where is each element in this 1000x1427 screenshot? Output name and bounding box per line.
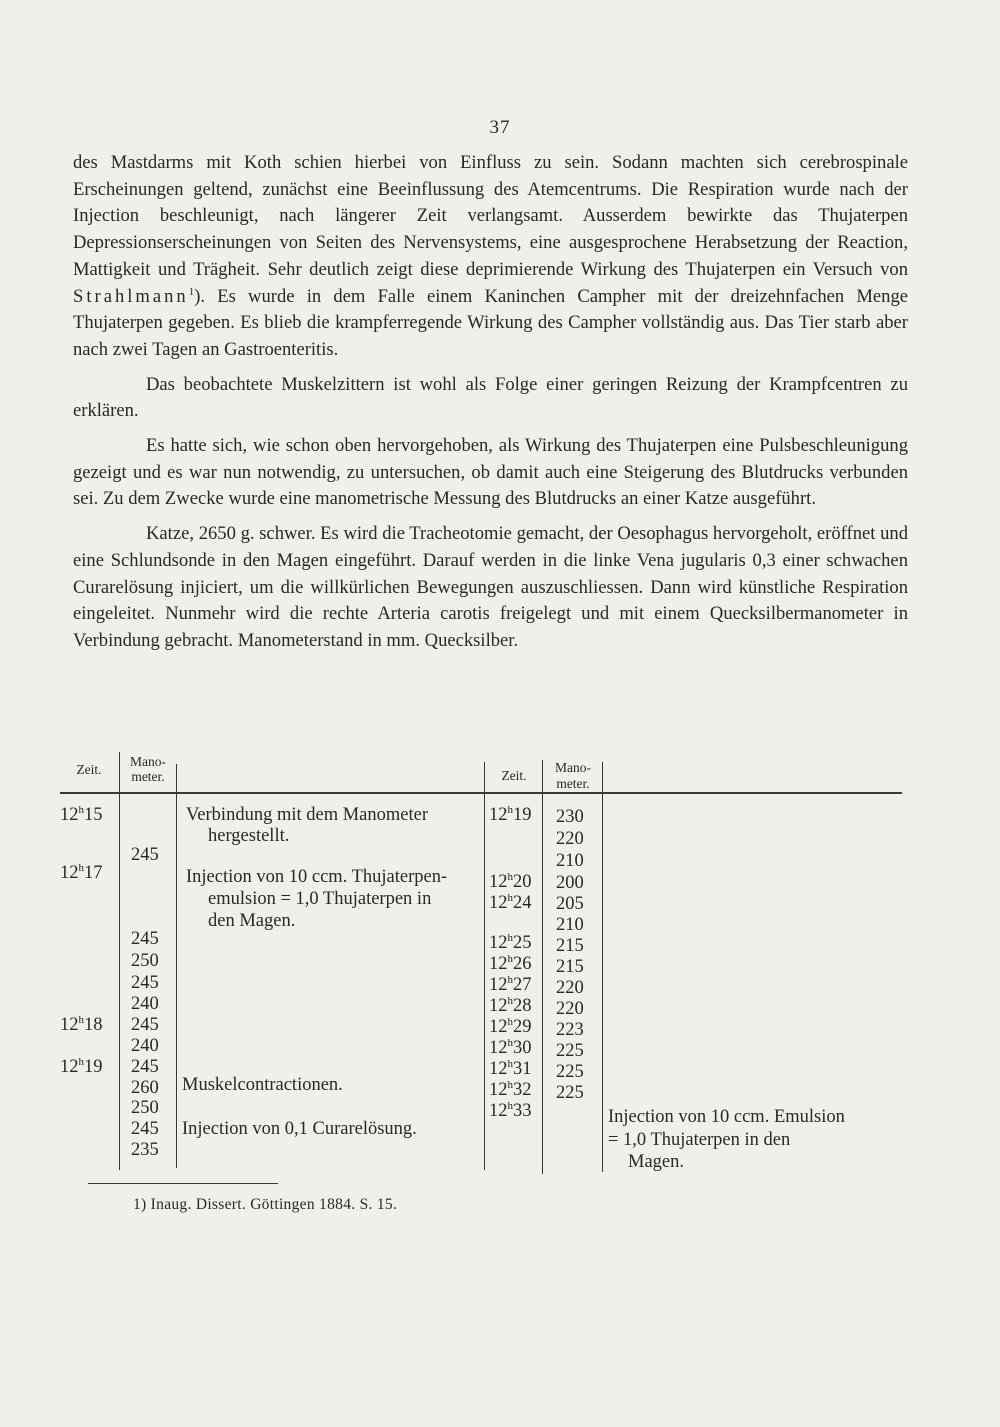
pressure-cell: 220: [556, 999, 584, 1019]
page-number: 37: [489, 117, 511, 138]
pressure-cell: 210: [556, 915, 584, 935]
pressure-cell: 223: [556, 1020, 584, 1040]
note-cell: emulsion = 1,0 Thujaterpen in: [208, 889, 432, 909]
header-mano-left-2: meter.: [131, 769, 165, 784]
note-cell: Injection von 0,1 Curarelösung.: [182, 1119, 417, 1139]
body-text: [73, 150, 908, 655]
note-cell: Injection von 10 ccm. Emulsion: [608, 1107, 845, 1127]
pressure-cell: 245: [131, 929, 159, 949]
time-cell: 12$^h$20: [489, 870, 532, 892]
pressure-cell: 215: [556, 957, 584, 977]
footnote-marker: 1: [188, 285, 195, 298]
time-cell: 12$^h$28: [489, 994, 532, 1016]
pressure-cell: 240: [131, 994, 159, 1014]
header-mano-right-2: meter.: [556, 776, 590, 791]
time-cell: 12$^h$26: [489, 952, 532, 974]
author-name: Strahlmann: [73, 285, 189, 307]
pressure-cell: 230: [556, 807, 584, 827]
time-cell: 12$^h$30: [489, 1036, 532, 1058]
pressure-cell: 245: [131, 1015, 159, 1035]
pressure-cell: 210: [556, 851, 584, 871]
note-cell: Muskelcontractionen.: [182, 1075, 343, 1095]
time-cell: 12$^h$27: [489, 973, 532, 995]
column-rule: [176, 764, 177, 1168]
pressure-cell: 250: [131, 1098, 159, 1118]
header-mano-right-1: Mano-: [555, 760, 591, 775]
pressure-cell: 200: [556, 873, 584, 893]
footnote: 1) Inaug. Dissert. Göttingen 1884. S. 15.: [133, 1196, 398, 1213]
pressure-cell: 245: [131, 1119, 159, 1139]
time-cell: 12$^h$17: [60, 861, 103, 883]
pressure-cell: 225: [556, 1062, 584, 1082]
time-cell: 12$^h$19: [489, 803, 532, 825]
column-rule: [119, 752, 120, 1170]
time-cell: 12$^h$31: [489, 1057, 532, 1079]
time-cell: 12$^h$32: [489, 1078, 532, 1100]
note-cell: Injection von 10 ccm. Thujaterpen-: [186, 867, 448, 887]
time-cell: 12$^h$24: [489, 891, 532, 913]
pressure-cell: 245: [131, 1057, 159, 1077]
blood-pressure-table: [60, 752, 902, 1172]
paragraph-3: Es hatte sich, wie schon oben hervorgehoben, als Wirkung des Thujaterpen eine Pulsbeschleunigung gezeigt und es war nun notwendig, zu untersuchen, ob damit auch eine Steigerung des Blutdrucks verbunden sei. Zu dem Zwecke wurde eine manometrische Messung des Blutdrucks an einer Katze ausgeführt.: [73, 435, 908, 510]
paragraph-4: Katze, 2650 g. schwer. Es wird die Tracheotomie gemacht, der Oesophagus hervorgeholt, eröffnet und eine Schlundsonde in den Magen eingeführt. Darauf werden in die linke Vena jugularis 0,3 einer schwachen Curarelösung injiciert, um die willkürlichen Bewegungen auszuschliessen. Dann wird künstliche Respiration eingeleitet. Nunmehr wird die rechte Arteria carotis freigelegt und mit einem Quecksilbermanometer in Verbindung gebracht. Manometerstand in mm. Quecksilber.: [73, 523, 908, 651]
note-cell: den Magen.: [208, 911, 296, 931]
paragraph-2: Das beobachtete Muskelzittern ist wohl als Folge einer geringen Reizung der Krampfcentren zu erklären.: [73, 373, 908, 422]
column-rule: [542, 760, 543, 1174]
pressure-cell: 225: [556, 1083, 584, 1103]
pressure-cell: 205: [556, 894, 584, 914]
header-zeit-left: Zeit.: [76, 762, 102, 777]
footnote-rule: [88, 1183, 278, 1184]
header-mano-left-1: Mano-: [130, 754, 166, 769]
pressure-cell: 260: [131, 1078, 159, 1098]
pressure-cell: 220: [556, 978, 584, 998]
time-cell: 12$^h$19: [60, 1055, 103, 1077]
pressure-cell: 225: [556, 1041, 584, 1061]
paragraph-1: des Mastdarms mit Koth schien hierbei von Einfluss zu sein. Sodann machten sich cerebrospinale Erscheinungen geltend, zunächst eine Beeinflussung des Atemcentrums. Die Respiration wurde nach der Injection beschleunigt, nach längerer Zeit verlangsamt. Ausserdem bewirkte das Thujaterpen Depressionserscheinungen von Seiten des Nervensystems, eine ausgesprochene Herabsetzung der Reaction, Mattigkeit und Trägheit. Sehr deutlich zeigt diese deprimierende Wirkung des Thujaterpen ein Versuch von Strahlmann$^1$). Es wurde in dem Falle einem Kaninchen Campher mit der dreizehnfachen Menge Thujaterpen gegeben. Es blieb die krampferregende Wirkung des Campher vollständig aus. Das Tier starb aber nach zwei Tagen an Gastroenteritis.: [73, 152, 908, 360]
time-cell: 12$^h$33: [489, 1099, 532, 1121]
time-cell: 12$^h$18: [60, 1013, 103, 1035]
note-cell: Verbindung mit dem Manometer: [186, 805, 428, 825]
column-rule: [484, 762, 485, 1170]
pressure-cell: 250: [131, 951, 159, 971]
pressure-cell: 215: [556, 936, 584, 956]
note-cell: = 1,0 Thujaterpen in den: [608, 1130, 791, 1150]
note-cell: Magen.: [628, 1152, 684, 1172]
header-zeit-right: Zeit.: [501, 768, 527, 783]
pressure-cell: 220: [556, 829, 584, 849]
pressure-cell: 235: [131, 1140, 159, 1160]
pressure-cell: 240: [131, 1036, 159, 1056]
time-cell: 12$^h$29: [489, 1015, 532, 1037]
header-rule: [60, 792, 902, 794]
pressure-cell: 245: [131, 845, 159, 865]
note-cell: hergestellt.: [208, 826, 290, 846]
column-rule: [602, 762, 603, 1172]
time-cell: 12$^h$15: [60, 803, 103, 825]
time-cell: 12$^h$25: [489, 931, 532, 953]
pressure-cell: 245: [131, 973, 159, 993]
